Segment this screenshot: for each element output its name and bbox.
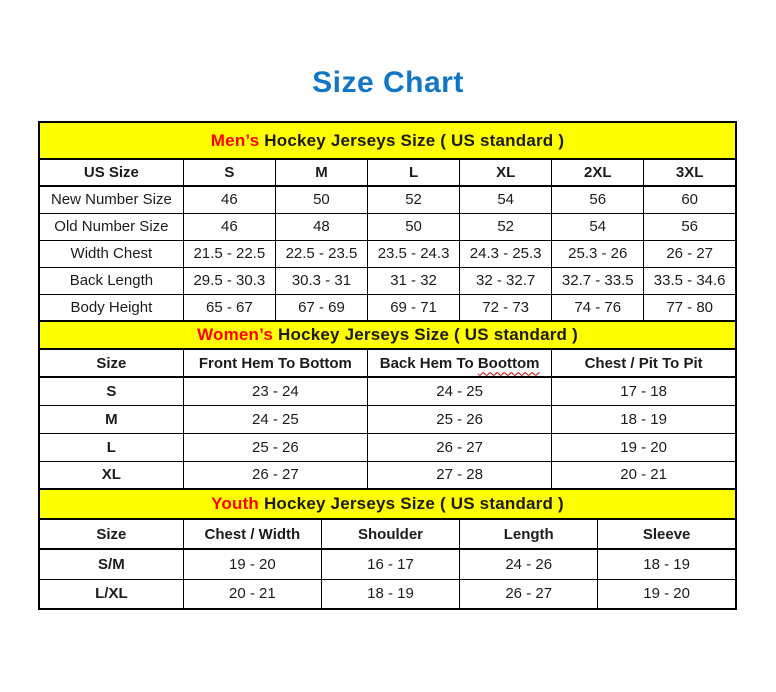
table-cell: 18 - 19 [598, 549, 736, 579]
column-header: 2XL [552, 159, 644, 186]
table-cell: 25.3 - 26 [552, 240, 644, 267]
table-row [39, 186, 736, 213]
row-label: Back Length [39, 267, 183, 294]
column-header: Chest / Width [183, 519, 321, 549]
caption-text: Hockey Jerseys Size ( US standard ) [259, 130, 565, 150]
table-cell: 25 - 26 [368, 405, 552, 433]
table-cell: 22.5 - 23.5 [275, 240, 367, 267]
size-table-womens [38, 320, 737, 490]
table-cell: 33.5 - 34.6 [644, 267, 736, 294]
table-cell: 18 - 19 [552, 405, 736, 433]
column-header: S [183, 159, 275, 186]
youth-header-row [39, 519, 736, 549]
table-cell: 26 - 27 [368, 433, 552, 461]
misspelled-word: Boottom [477, 354, 540, 372]
column-header: Shoulder [321, 519, 459, 549]
column-header: Size [39, 349, 183, 377]
row-label: L/XL [39, 579, 183, 609]
column-header: Chest / Pit To Pit [552, 349, 736, 377]
table-cell: 24 - 26 [460, 549, 598, 579]
column-header: 3XL [644, 159, 736, 186]
table-cell: 60 [644, 186, 736, 213]
column-header: Length [460, 519, 598, 549]
womens-caption [39, 321, 736, 349]
womens-header-row [39, 349, 736, 377]
caption-highlight: Youth [211, 494, 260, 513]
row-label: S/M [39, 549, 183, 579]
table-cell: 19 - 20 [552, 433, 736, 461]
caption-text: Hockey Jerseys Size ( US standard ) [273, 325, 578, 344]
table-cell: 67 - 69 [275, 294, 367, 321]
table-cell: 17 - 18 [552, 377, 736, 405]
table-cell: 19 - 20 [183, 549, 321, 579]
table-cell: 23.5 - 24.3 [368, 240, 460, 267]
table-cell: 19 - 20 [598, 579, 736, 609]
column-header: Front Hem To Bottom [183, 349, 367, 377]
table-row [39, 213, 736, 240]
table-row [39, 377, 736, 405]
caption-text: Hockey Jerseys Size ( US standard ) [259, 494, 564, 513]
row-label: Old Number Size [39, 213, 183, 240]
caption-highlight: Women’s [197, 325, 274, 344]
table-cell: 56 [552, 186, 644, 213]
size-table-mens [38, 121, 737, 322]
table-cell: 65 - 67 [183, 294, 275, 321]
row-label: New Number Size [39, 186, 183, 213]
table-cell: 18 - 19 [321, 579, 459, 609]
table-cell: 20 - 21 [183, 579, 321, 609]
mens-caption-row [39, 122, 736, 159]
youth-caption-row [39, 489, 736, 519]
table-cell: 52 [368, 186, 460, 213]
youth-caption [39, 489, 736, 519]
page-title: Size Chart [312, 66, 464, 99]
table-cell: 26 - 27 [460, 579, 598, 609]
table-cell: 24 - 25 [368, 377, 552, 405]
womens-caption-row [39, 321, 736, 349]
table-cell: 27 - 28 [368, 461, 552, 489]
table-row [39, 267, 736, 294]
column-header: Sleeve [598, 519, 736, 549]
table-cell: 30.3 - 31 [275, 267, 367, 294]
table-row [39, 461, 736, 489]
table-row [39, 433, 736, 461]
table-row [39, 405, 736, 433]
table-cell: 54 [460, 186, 552, 213]
column-header: XL [460, 159, 552, 186]
size-table-youth [38, 488, 737, 610]
table-cell: 52 [460, 213, 552, 240]
table-cell: 46 [183, 213, 275, 240]
table-cell: 72 - 73 [460, 294, 552, 321]
table-cell: 21.5 - 22.5 [183, 240, 275, 267]
table-cell: 77 - 80 [644, 294, 736, 321]
column-header: US Size [39, 159, 183, 186]
table-row [39, 579, 736, 609]
table-cell: 48 [275, 213, 367, 240]
table-cell: 74 - 76 [552, 294, 644, 321]
table-cell: 26 - 27 [644, 240, 736, 267]
table-cell: 69 - 71 [368, 294, 460, 321]
column-header-text: Back Hem To [379, 354, 478, 372]
caption-highlight: Men’s [210, 130, 260, 150]
table-cell: 56 [644, 213, 736, 240]
table-row [39, 240, 736, 267]
table-cell: 24 - 25 [183, 405, 367, 433]
row-label: L [39, 433, 183, 461]
mens-header-row [39, 159, 736, 186]
table-cell: 54 [552, 213, 644, 240]
table-row [39, 294, 736, 321]
row-label: XL [39, 461, 183, 489]
row-label: M [39, 405, 183, 433]
table-cell: 23 - 24 [183, 377, 367, 405]
size-tables [38, 121, 737, 610]
column-header: Size [39, 519, 183, 549]
table-cell: 26 - 27 [183, 461, 367, 489]
column-header: L [368, 159, 460, 186]
table-cell: 16 - 17 [321, 549, 459, 579]
table-cell: 20 - 21 [552, 461, 736, 489]
column-header: M [275, 159, 367, 186]
table-cell: 29.5 - 30.3 [183, 267, 275, 294]
table-cell: 32.7 - 33.5 [552, 267, 644, 294]
table-row [39, 549, 736, 579]
table-cell: 32 - 32.7 [460, 267, 552, 294]
row-label: Width Chest [39, 240, 183, 267]
row-label: Body Height [39, 294, 183, 321]
table-cell: 31 - 32 [368, 267, 460, 294]
table-cell: 25 - 26 [183, 433, 367, 461]
mens-caption [39, 122, 736, 159]
table-cell: 50 [275, 186, 367, 213]
row-label: S [39, 377, 183, 405]
table-cell: 46 [183, 186, 275, 213]
column-header [368, 349, 552, 377]
table-cell: 24.3 - 25.3 [460, 240, 552, 267]
table-cell: 50 [368, 213, 460, 240]
